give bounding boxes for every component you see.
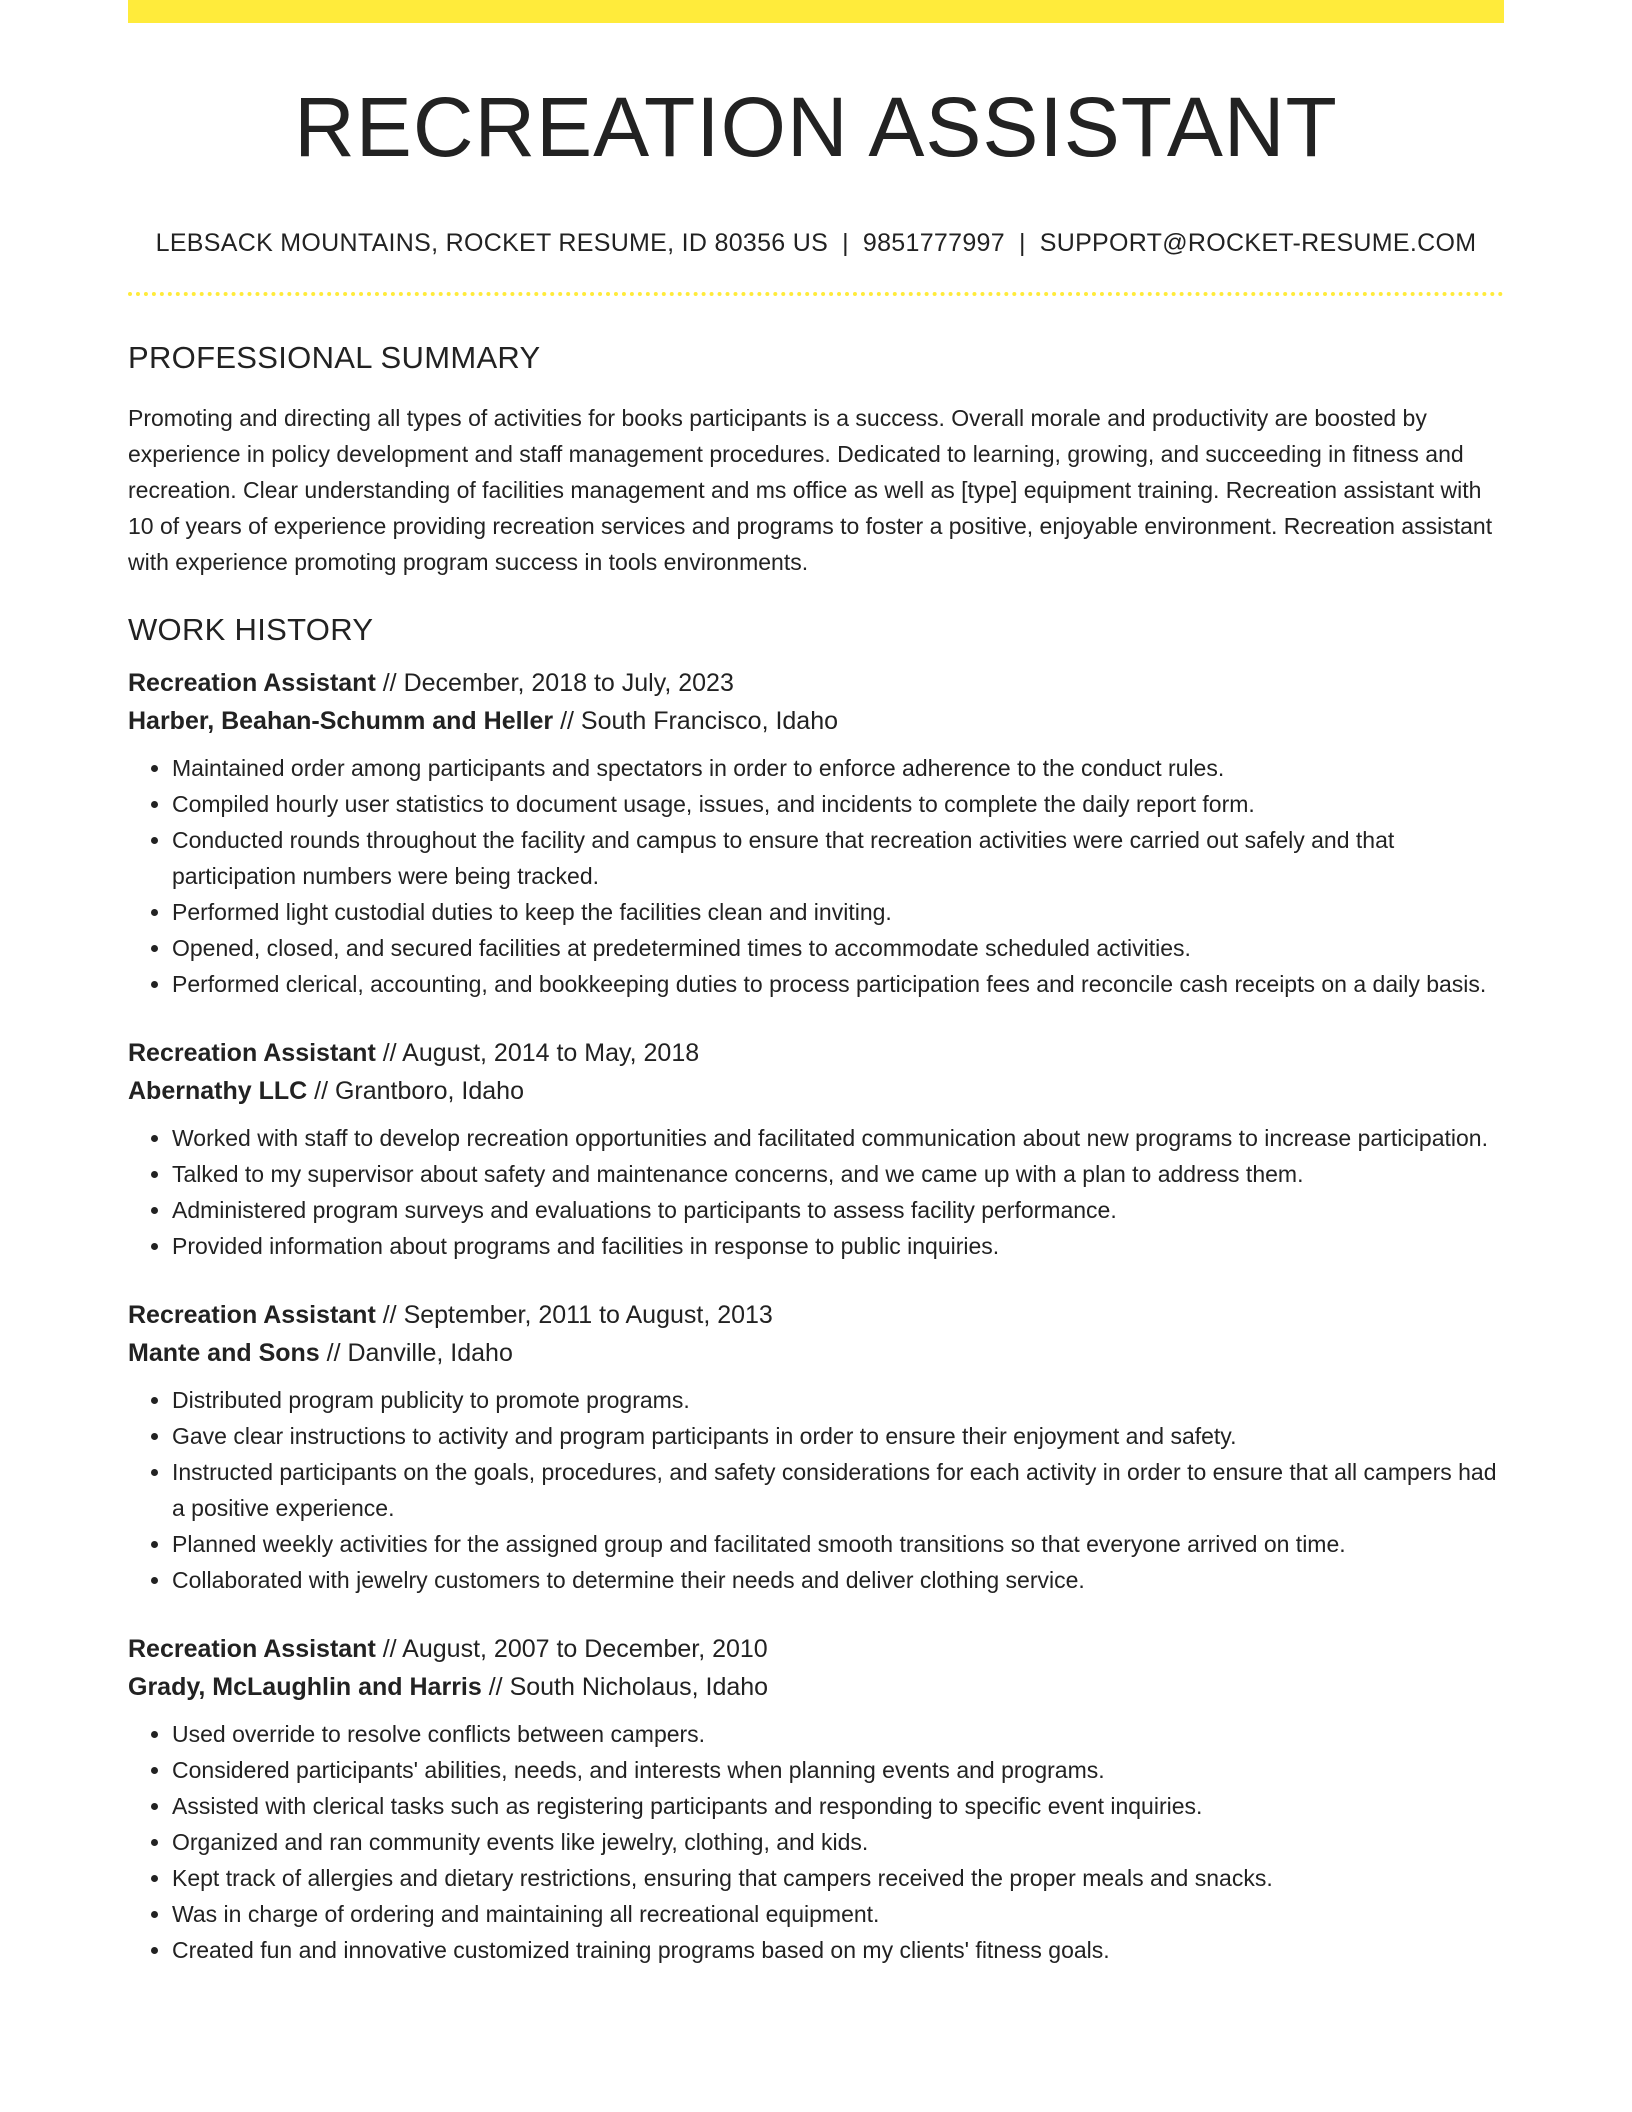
contact-separator: | [842,229,849,258]
job-bullets [128,1382,1504,1598]
job-entry [128,1630,1504,1968]
job-bullet: • Assisted with clerical tasks such as registering participants and responding to specific event inquiries. [172,1788,1504,1824]
job-dates: // August, 2007 to December, 2010 [375,1635,768,1664]
job-location: // Grantboro, Idaho [307,1077,524,1106]
job-bullet: • Worked with staff to develop recreation opportunities and facilitated communication about new programs to increase participation. [172,1120,1504,1156]
job-title-line [128,1296,1504,1334]
job-bullet: • Conducted rounds throughout the facility and campus to ensure that recreation activities were carried out safely and that participation numbers were being tracked. [172,822,1504,894]
job-bullet: • Planned weekly activities for the assigned group and facilitated smooth transitions so that everyone arrived on time. [172,1526,1504,1562]
job-bullets [128,1120,1504,1264]
resume-name: RECREATION ASSISTANT [294,80,1338,174]
contact-separator: | [1018,229,1026,258]
job-role: Recreation Assistant [128,1039,376,1068]
job-entry [128,664,1504,1002]
job-bullet: • Compiled hourly user statistics to document usage, issues, and incidents to complete the daily report form. [172,786,1504,822]
job-role: Recreation Assistant [128,1301,376,1330]
job-company-line [128,1334,1504,1372]
job-entry [128,1034,1504,1264]
job-company-line [128,1668,1504,1706]
contact-phone: 9851777997 [862,229,1005,258]
job-company: Abernathy LLC [128,1077,308,1106]
summary-heading: PROFESSIONAL SUMMARY [128,340,541,376]
job-bullet: • Performed clerical, accounting, and bookkeeping duties to process participation fees and reconcile cash receipts on a daily basis. [172,966,1504,1002]
job-bullet: • Considered participants' abilities, needs, and interests when planning events and programs. [172,1752,1504,1788]
job-bullet: • Opened, closed, and secured facilities at predetermined times to accommodate scheduled activities. [172,930,1504,966]
job-dates: // August, 2014 to May, 2018 [375,1039,700,1068]
job-bullet: • Created fun and innovative customized training programs based on my clients' fitness goals. [172,1932,1504,1968]
job-title-line [128,1630,1504,1668]
job-entry [128,1296,1504,1598]
work-history-heading: WORK HISTORY [128,612,374,648]
job-bullet: • Provided information about programs and facilities in response to public inquiries. [172,1228,1504,1264]
job-bullet: • Used override to resolve conflicts between campers. [172,1716,1504,1752]
resume-page [128,0,1504,1968]
job-company: Harber, Beahan-Schumm and Heller [128,707,554,736]
job-bullet: • Organized and ran community events like jewelry, clothing, and kids. [172,1824,1504,1860]
job-bullet: • Performed light custodial duties to keep the facilities clean and inviting. [172,894,1504,930]
contact-address: LEBSACK MOUNTAINS, ROCKET RESUME, ID 80356 US [155,229,829,258]
job-company-line [128,1072,1504,1110]
job-location: // South Nicholaus, Idaho [481,1673,769,1702]
summary-text: Promoting and directing all types of activities for books participants is a success. Overall morale and productivity are boosted by experience in policy development and staff management procedures. Dedicated to learning, growing, and succeeding in fitness and recreation. Clear understanding of facilities management and ms office as well as [type] equipment training. Recreation assistant with 10 of years of experience providing recreation services and programs to foster a positive, enjoyable environment. Recreation assistant with experience promoting program success in tools environments. [128,405,1493,576]
job-bullet: • Talked to my supervisor about safety and maintenance concerns, and we came up with a plan to address them. [172,1156,1504,1192]
job-title-line [128,1034,1504,1072]
job-company: Mante and Sons [128,1339,320,1368]
job-bullet: • Gave clear instructions to activity and program participants in order to ensure their enjoyment and safety. [172,1418,1504,1454]
contact-line [128,229,1504,258]
job-title-line [128,664,1504,702]
contact-email: SUPPORT@ROCKET-RESUME.COM [1039,229,1477,258]
job-bullets [128,750,1504,1002]
jobs-list [128,664,1504,1968]
accent-bar [128,0,1504,23]
job-location: // South Francisco, Idaho [553,707,839,736]
job-role: Recreation Assistant [128,1635,376,1664]
job-bullet: • Kept track of allergies and dietary restrictions, ensuring that campers received the proper meals and snacks. [172,1860,1504,1896]
job-bullet: • Collaborated with jewelry customers to determine their needs and deliver clothing service. [172,1562,1504,1598]
job-role: Recreation Assistant [128,669,376,698]
job-bullet: • Was in charge of ordering and maintaining all recreational equipment. [172,1896,1504,1932]
job-company-line [128,702,1504,740]
job-bullet: • Distributed program publicity to promote programs. [172,1382,1504,1418]
dotted-divider [128,292,1504,296]
job-bullet: • Instructed participants on the goals, procedures, and safety considerations for each activity in order to ensure that all campers had a positive experience. [172,1454,1504,1526]
job-location: // Danville, Idaho [319,1339,513,1368]
job-bullet: • Administered program surveys and evaluations to participants to assess facility performance. [172,1192,1504,1228]
job-company: Grady, McLaughlin and Harris [128,1673,482,1702]
job-bullet: • Maintained order among participants and spectators in order to enforce adherence to the conduct rules. [172,750,1504,786]
job-dates: // December, 2018 to July, 2023 [375,669,734,698]
job-dates: // September, 2011 to August, 2013 [375,1301,773,1330]
job-bullets [128,1716,1504,1968]
